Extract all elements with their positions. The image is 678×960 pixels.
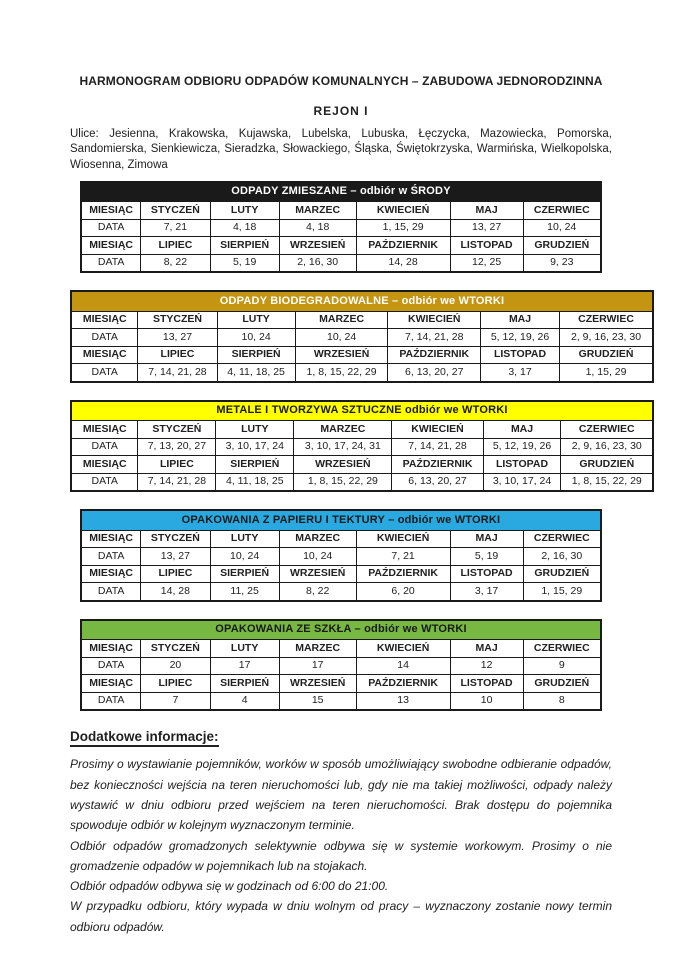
table-row xyxy=(81,219,601,237)
date-cell: 13 xyxy=(356,692,450,710)
date-cell: 5, 19 xyxy=(450,548,523,566)
table-row xyxy=(71,311,653,329)
date-cell: 8, 22 xyxy=(279,583,356,601)
additional-info-paragraphs xyxy=(70,754,612,937)
month-header-cell: SIERPIEŃ xyxy=(217,346,295,364)
date-cell: 17 xyxy=(279,657,356,675)
date-cell: 10, 24 xyxy=(295,329,388,347)
table-row xyxy=(71,473,653,491)
month-header-cell: LIPIEC xyxy=(141,237,210,255)
row-label-cell: DATA xyxy=(71,438,138,456)
month-header-cell: STYCZEŃ xyxy=(138,421,216,439)
month-header-cell: MAJ xyxy=(450,530,523,548)
month-header-cell: PAŹDZIERNIK xyxy=(356,565,450,583)
month-header-cell: WRZESIEŃ xyxy=(279,675,356,693)
table-title: OPAKOWANIA ZE SZKŁA – odbiór we WTORKI xyxy=(81,620,601,640)
table-row xyxy=(81,202,601,220)
date-cell: 8, 22 xyxy=(141,254,210,272)
schedule-tables-container xyxy=(70,181,642,712)
schedule-table-metale-i-tworzywa-sztuczne xyxy=(70,400,654,493)
month-header-cell: LISTOPAD xyxy=(450,237,523,255)
table-row xyxy=(81,237,601,255)
month-header-cell: CZERWIEC xyxy=(561,421,653,439)
month-header-cell: LUTY xyxy=(210,202,279,220)
month-header-cell: SIERPIEŃ xyxy=(216,456,294,474)
table-row xyxy=(81,548,601,566)
month-header-cell: LISTOPAD xyxy=(483,456,561,474)
date-cell: 3, 17 xyxy=(480,364,559,382)
date-cell: 20 xyxy=(141,657,210,675)
month-header-cell: WRZESIEŃ xyxy=(295,346,388,364)
date-cell: 4, 18 xyxy=(210,219,279,237)
month-header-cell: LISTOPAD xyxy=(450,565,523,583)
date-cell: 10, 24 xyxy=(210,548,279,566)
table-title: ODPADY ZMIESZANE – odbiór w ŚRODY xyxy=(81,182,601,202)
table-row xyxy=(81,583,601,601)
month-header-cell: WRZESIEŃ xyxy=(294,456,392,474)
schedule-table xyxy=(80,619,602,712)
date-cell: 14, 28 xyxy=(356,254,450,272)
month-header-cell: GRUDZIEŃ xyxy=(561,456,653,474)
table-row xyxy=(71,346,653,364)
streets-list: Ulice: Jesienna, Krakowska, Kujawska, Lubelska, Lubuska, Łęczycka, Mazowiecka, Pomorska, Sandomierska, Sienkiewicza, Sieradzka, Słowackiego, Śląska, Świętokrzyska, Warmińska, Wielkopolska, Wiosenna, Zimowa xyxy=(70,128,612,171)
table-row xyxy=(71,364,653,382)
month-header-cell: SIERPIEŃ xyxy=(210,237,279,255)
date-cell: 4, 11, 18, 25 xyxy=(216,473,294,491)
row-label-cell: DATA xyxy=(71,364,138,382)
schedule-table xyxy=(70,400,654,493)
date-cell: 10, 24 xyxy=(523,219,601,237)
row-label-cell: MIESIĄC xyxy=(81,530,141,548)
date-cell: 3, 17 xyxy=(450,583,523,601)
schedule-table xyxy=(70,290,654,383)
date-cell: 9, 23 xyxy=(523,254,601,272)
month-header-cell: MARZEC xyxy=(279,530,356,548)
row-label-cell: MIESIĄC xyxy=(81,565,141,583)
table-title: ODPADY BIODEGRADOWALNE – odbiór we WTORKI xyxy=(71,291,653,311)
table-title-row xyxy=(81,182,601,202)
date-cell: 10, 24 xyxy=(217,329,295,347)
date-cell: 13, 27 xyxy=(450,219,523,237)
schedule-table xyxy=(80,509,602,602)
row-label-cell: MIESIĄC xyxy=(81,202,141,220)
row-label-cell: MIESIĄC xyxy=(71,346,138,364)
row-label-cell: MIESIĄC xyxy=(71,311,138,329)
row-label-cell: MIESIĄC xyxy=(81,237,141,255)
date-cell: 11, 25 xyxy=(210,583,279,601)
region-title: REJON I xyxy=(313,104,369,118)
date-cell: 1, 15, 29 xyxy=(560,364,653,382)
date-cell: 10, 24 xyxy=(279,548,356,566)
date-cell: 7 xyxy=(141,692,210,710)
table-title-row xyxy=(81,620,601,640)
table-row xyxy=(71,438,653,456)
table-row xyxy=(81,565,601,583)
info-paragraph: Odbiór odpadów odbywa się w godzinach od 6:00 do 21:00. xyxy=(70,879,389,894)
date-cell: 1, 8, 15, 22, 29 xyxy=(294,473,392,491)
date-cell: 5, 12, 19, 26 xyxy=(480,329,559,347)
date-cell: 1, 8, 15, 22, 29 xyxy=(295,364,388,382)
date-cell: 3, 10, 17, 24 xyxy=(216,438,294,456)
date-cell: 8 xyxy=(523,692,601,710)
date-cell: 7, 21 xyxy=(356,548,450,566)
date-cell: 7, 14, 21, 28 xyxy=(138,473,216,491)
table-row xyxy=(81,657,601,675)
month-header-cell: CZERWIEC xyxy=(560,311,653,329)
table-row xyxy=(81,254,601,272)
info-paragraph: Odbiór odpadów gromadzonych selektywnie odbywa się w systemie workowym. Prosimy o nie gromadzenie odpadów w pojemnikach lub na stojakach. xyxy=(70,838,612,873)
date-cell: 2, 9, 16, 23, 30 xyxy=(560,329,653,347)
table-row xyxy=(81,530,601,548)
table-title: OPAKOWANIA Z PAPIERU I TEKTURY – odbiór we WTORKI xyxy=(81,510,601,530)
table-title-row xyxy=(81,510,601,530)
month-header-cell: STYCZEŃ xyxy=(141,640,210,658)
month-header-cell: CZERWIEC xyxy=(523,202,601,220)
date-cell: 7, 13, 20, 27 xyxy=(138,438,216,456)
date-cell: 6, 20 xyxy=(356,583,450,601)
month-header-cell: PAŹDZIERNIK xyxy=(392,456,483,474)
schedule-table-opakowania-z-papieru-i-tektury xyxy=(80,509,602,602)
month-header-cell: KWIECIEŃ xyxy=(392,421,483,439)
date-cell: 3, 10, 17, 24 xyxy=(483,473,561,491)
date-cell: 14 xyxy=(356,657,450,675)
table-row xyxy=(81,675,601,693)
month-header-cell: LUTY xyxy=(216,421,294,439)
month-header-cell: STYCZEŃ xyxy=(141,202,210,220)
month-header-cell: KWIECIEŃ xyxy=(356,640,450,658)
row-label-cell: MIESIĄC xyxy=(71,421,138,439)
month-header-cell: MARZEC xyxy=(294,421,392,439)
month-header-cell: STYCZEŃ xyxy=(141,530,210,548)
date-cell: 2, 16, 30 xyxy=(279,254,356,272)
date-cell: 10 xyxy=(450,692,523,710)
month-header-cell: LIPIEC xyxy=(141,565,210,583)
month-header-cell: LUTY xyxy=(210,530,279,548)
month-header-cell: STYCZEŃ xyxy=(138,311,217,329)
month-header-cell: SIERPIEŃ xyxy=(210,565,279,583)
date-cell: 14, 28 xyxy=(141,583,210,601)
additional-info-section xyxy=(70,728,612,937)
month-header-cell: PAŹDZIERNIK xyxy=(356,237,450,255)
date-cell: 7, 21 xyxy=(141,219,210,237)
month-header-cell: KWIECIEŃ xyxy=(388,311,481,329)
row-label-cell: DATA xyxy=(81,548,141,566)
month-header-cell: CZERWIEC xyxy=(523,530,601,548)
table-row xyxy=(81,640,601,658)
table-row xyxy=(71,329,653,347)
row-label-cell: DATA xyxy=(81,692,141,710)
date-cell: 9 xyxy=(523,657,601,675)
row-label-cell: DATA xyxy=(81,219,141,237)
month-header-cell: GRUDZIEŃ xyxy=(560,346,653,364)
date-cell: 13, 27 xyxy=(138,329,217,347)
date-cell: 2, 16, 30 xyxy=(523,548,601,566)
month-header-cell: WRZESIEŃ xyxy=(279,565,356,583)
date-cell: 7, 14, 21, 28 xyxy=(392,438,483,456)
table-title-row xyxy=(71,291,653,311)
table-row xyxy=(71,421,653,439)
date-cell: 3, 10, 17, 24, 31 xyxy=(294,438,392,456)
month-header-cell: PAŹDZIERNIK xyxy=(356,675,450,693)
schedule-table-opakowania-ze-szkla xyxy=(80,619,602,712)
row-label-cell: MIESIĄC xyxy=(71,456,138,474)
date-cell: 12 xyxy=(450,657,523,675)
month-header-cell: KWIECIEŃ xyxy=(356,530,450,548)
document-title: HARMONOGRAM ODBIORU ODPADÓW KOMUNALNYCH – ZABUDOWA JEDNORODZINNA xyxy=(79,74,603,88)
month-header-cell: MAJ xyxy=(450,202,523,220)
month-header-cell: LIPIEC xyxy=(138,346,217,364)
date-cell: 17 xyxy=(210,657,279,675)
row-label-cell: DATA xyxy=(71,473,138,491)
month-header-cell: SIERPIEŃ xyxy=(210,675,279,693)
info-paragraph: Prosimy o wystawianie pojemników, worków w sposób umożliwiający swobodne odbieranie odpadów, bez konieczności wejścia na teren nieruchomości lub, gdy nie ma takiej możliwości, odpady należy wystawić w dniu odbioru przed wejściem na teren nieruchomości. Brak dostępu do pojemnika spowoduje odbiór w kolejnym wyznaczonym terminie. xyxy=(70,757,612,833)
date-cell: 5, 12, 19, 26 xyxy=(483,438,561,456)
date-cell: 7, 14, 21, 28 xyxy=(138,364,217,382)
month-header-cell: LIPIEC xyxy=(141,675,210,693)
row-label-cell: DATA xyxy=(71,329,138,347)
additional-info-heading: Dodatkowe informacje: xyxy=(70,729,219,747)
date-cell: 12, 25 xyxy=(450,254,523,272)
date-cell: 6, 13, 20, 27 xyxy=(392,473,483,491)
month-header-cell: KWIECIEŃ xyxy=(356,202,450,220)
month-header-cell: GRUDZIEŃ xyxy=(523,237,601,255)
date-cell: 7, 14, 21, 28 xyxy=(388,329,481,347)
month-header-cell: GRUDZIEŃ xyxy=(523,565,601,583)
date-cell: 4, 18 xyxy=(279,219,356,237)
row-label-cell: MIESIĄC xyxy=(81,640,141,658)
date-cell: 1, 15, 29 xyxy=(523,583,601,601)
info-paragraph: W przypadku odbioru, który wypada w dniu wolnym od pracy – wyznaczony zostanie nowy termin odbioru odpadów. xyxy=(70,899,612,934)
month-header-cell: WRZESIEŃ xyxy=(279,237,356,255)
table-title-row xyxy=(71,401,653,421)
month-header-cell: LUTY xyxy=(210,640,279,658)
month-header-cell: LISTOPAD xyxy=(480,346,559,364)
month-header-cell: MAJ xyxy=(480,311,559,329)
row-label-cell: DATA xyxy=(81,583,141,601)
date-cell: 4 xyxy=(210,692,279,710)
date-cell: 4, 11, 18, 25 xyxy=(217,364,295,382)
month-header-cell: MAJ xyxy=(450,640,523,658)
row-label-cell: MIESIĄC xyxy=(81,675,141,693)
schedule-table-odpady-zmieszane xyxy=(80,181,602,274)
schedule-table xyxy=(80,181,602,274)
date-cell: 5, 19 xyxy=(210,254,279,272)
month-header-cell: MARZEC xyxy=(295,311,388,329)
date-cell: 6, 13, 20, 27 xyxy=(388,364,481,382)
month-header-cell: MARZEC xyxy=(279,640,356,658)
month-header-cell: PAŹDZIERNIK xyxy=(388,346,481,364)
date-cell: 15 xyxy=(279,692,356,710)
month-header-cell: LIPIEC xyxy=(138,456,216,474)
row-label-cell: DATA xyxy=(81,657,141,675)
schedule-table-odpady-biodegradowalne xyxy=(70,290,654,383)
row-label-cell: DATA xyxy=(81,254,141,272)
date-cell: 1, 8, 15, 22, 29 xyxy=(561,473,653,491)
month-header-cell: MARZEC xyxy=(279,202,356,220)
date-cell: 2, 9, 16, 23, 30 xyxy=(561,438,653,456)
month-header-cell: LUTY xyxy=(217,311,295,329)
month-header-cell: LISTOPAD xyxy=(450,675,523,693)
table-row xyxy=(81,692,601,710)
month-header-cell: CZERWIEC xyxy=(523,640,601,658)
table-title: METALE I TWORZYWA SZTUCZNE odbiór we WTORKI xyxy=(71,401,653,421)
date-cell: 13, 27 xyxy=(141,548,210,566)
table-row xyxy=(71,456,653,474)
date-cell: 1, 15, 29 xyxy=(356,219,450,237)
month-header-cell: GRUDZIEŃ xyxy=(523,675,601,693)
month-header-cell: MAJ xyxy=(483,421,561,439)
